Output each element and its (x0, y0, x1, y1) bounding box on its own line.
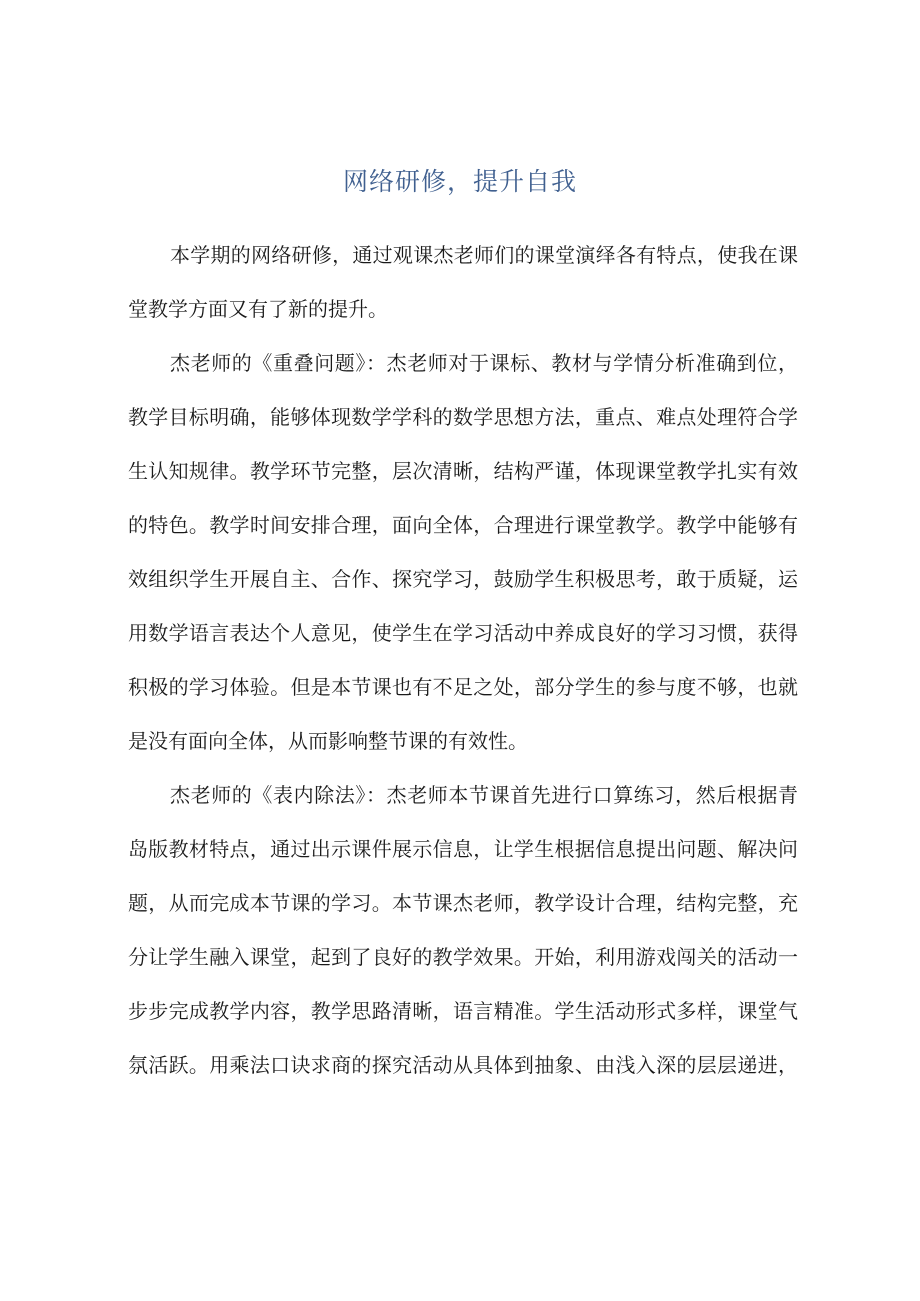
document-body (128, 228, 798, 1092)
paragraph-line: 分让学生融入课堂，起到了良好的教学效果。开始，利用游戏闯关的活动一 (128, 945, 798, 969)
paragraph-line: 杰老师的《表内除法》：杰老师本节课首先进行口算练习，然后根据青 (170, 783, 798, 807)
paragraph-line: 堂教学方面又有了新的提升。 (128, 297, 388, 321)
paragraph-2 (128, 336, 798, 768)
paragraph-line: 效组织学生开展自主、合作、探究学习，鼓励学生积极思考，敢于质疑，运 (128, 567, 798, 591)
paragraph-line: 积极的学习体验。但是本节课也有不足之处，部分学生的参与度不够，也就 (128, 675, 798, 699)
paragraph-line: 岛版教材特点，通过出示课件展示信息，让学生根据信息提出问题、解决问 (128, 837, 798, 861)
paragraph-1 (128, 228, 798, 336)
paragraph-3 (128, 768, 798, 1092)
paragraph-line: 杰老师的《重叠问题》：杰老师对于课标、教材与学情分析准确到位， (170, 351, 798, 375)
paragraph-line: 生认知规律。教学环节完整，层次清晰，结构严谨，体现课堂教学扎实有效 (128, 459, 798, 483)
document-title: 网络研修，提升自我 (342, 167, 577, 196)
paragraph-line: 题，从而完成本节课的学习。本节课杰老师，教学设计合理，结构完整，充 (128, 891, 798, 915)
paragraph-line: 是没有面向全体，从而影响整节课的有效性。 (128, 729, 528, 753)
paragraph-line: 步步完成教学内容，教学思路清晰，语言精准。学生活动形式多样，课堂气 (128, 999, 798, 1023)
paragraph-line: 的特色。教学时间安排合理，面向全体，合理进行课堂教学。教学中能够有 (128, 513, 798, 537)
paragraph-line: 本学期的网络研修，通过观课杰老师们的课堂演绎各有特点，使我在课 (170, 243, 798, 267)
paragraph-line: 氛活跃。用乘法口诀求商的探究活动从具体到抽象、由浅入深的层层递进， (128, 1053, 798, 1077)
paragraph-line: 教学目标明确，能够体现数学学科的数学思想方法，重点、难点处理符合学 (128, 405, 798, 429)
paragraph-line: 用数学语言表达个人意见，使学生在学习活动中养成良好的学习习惯，获得 (128, 621, 798, 645)
